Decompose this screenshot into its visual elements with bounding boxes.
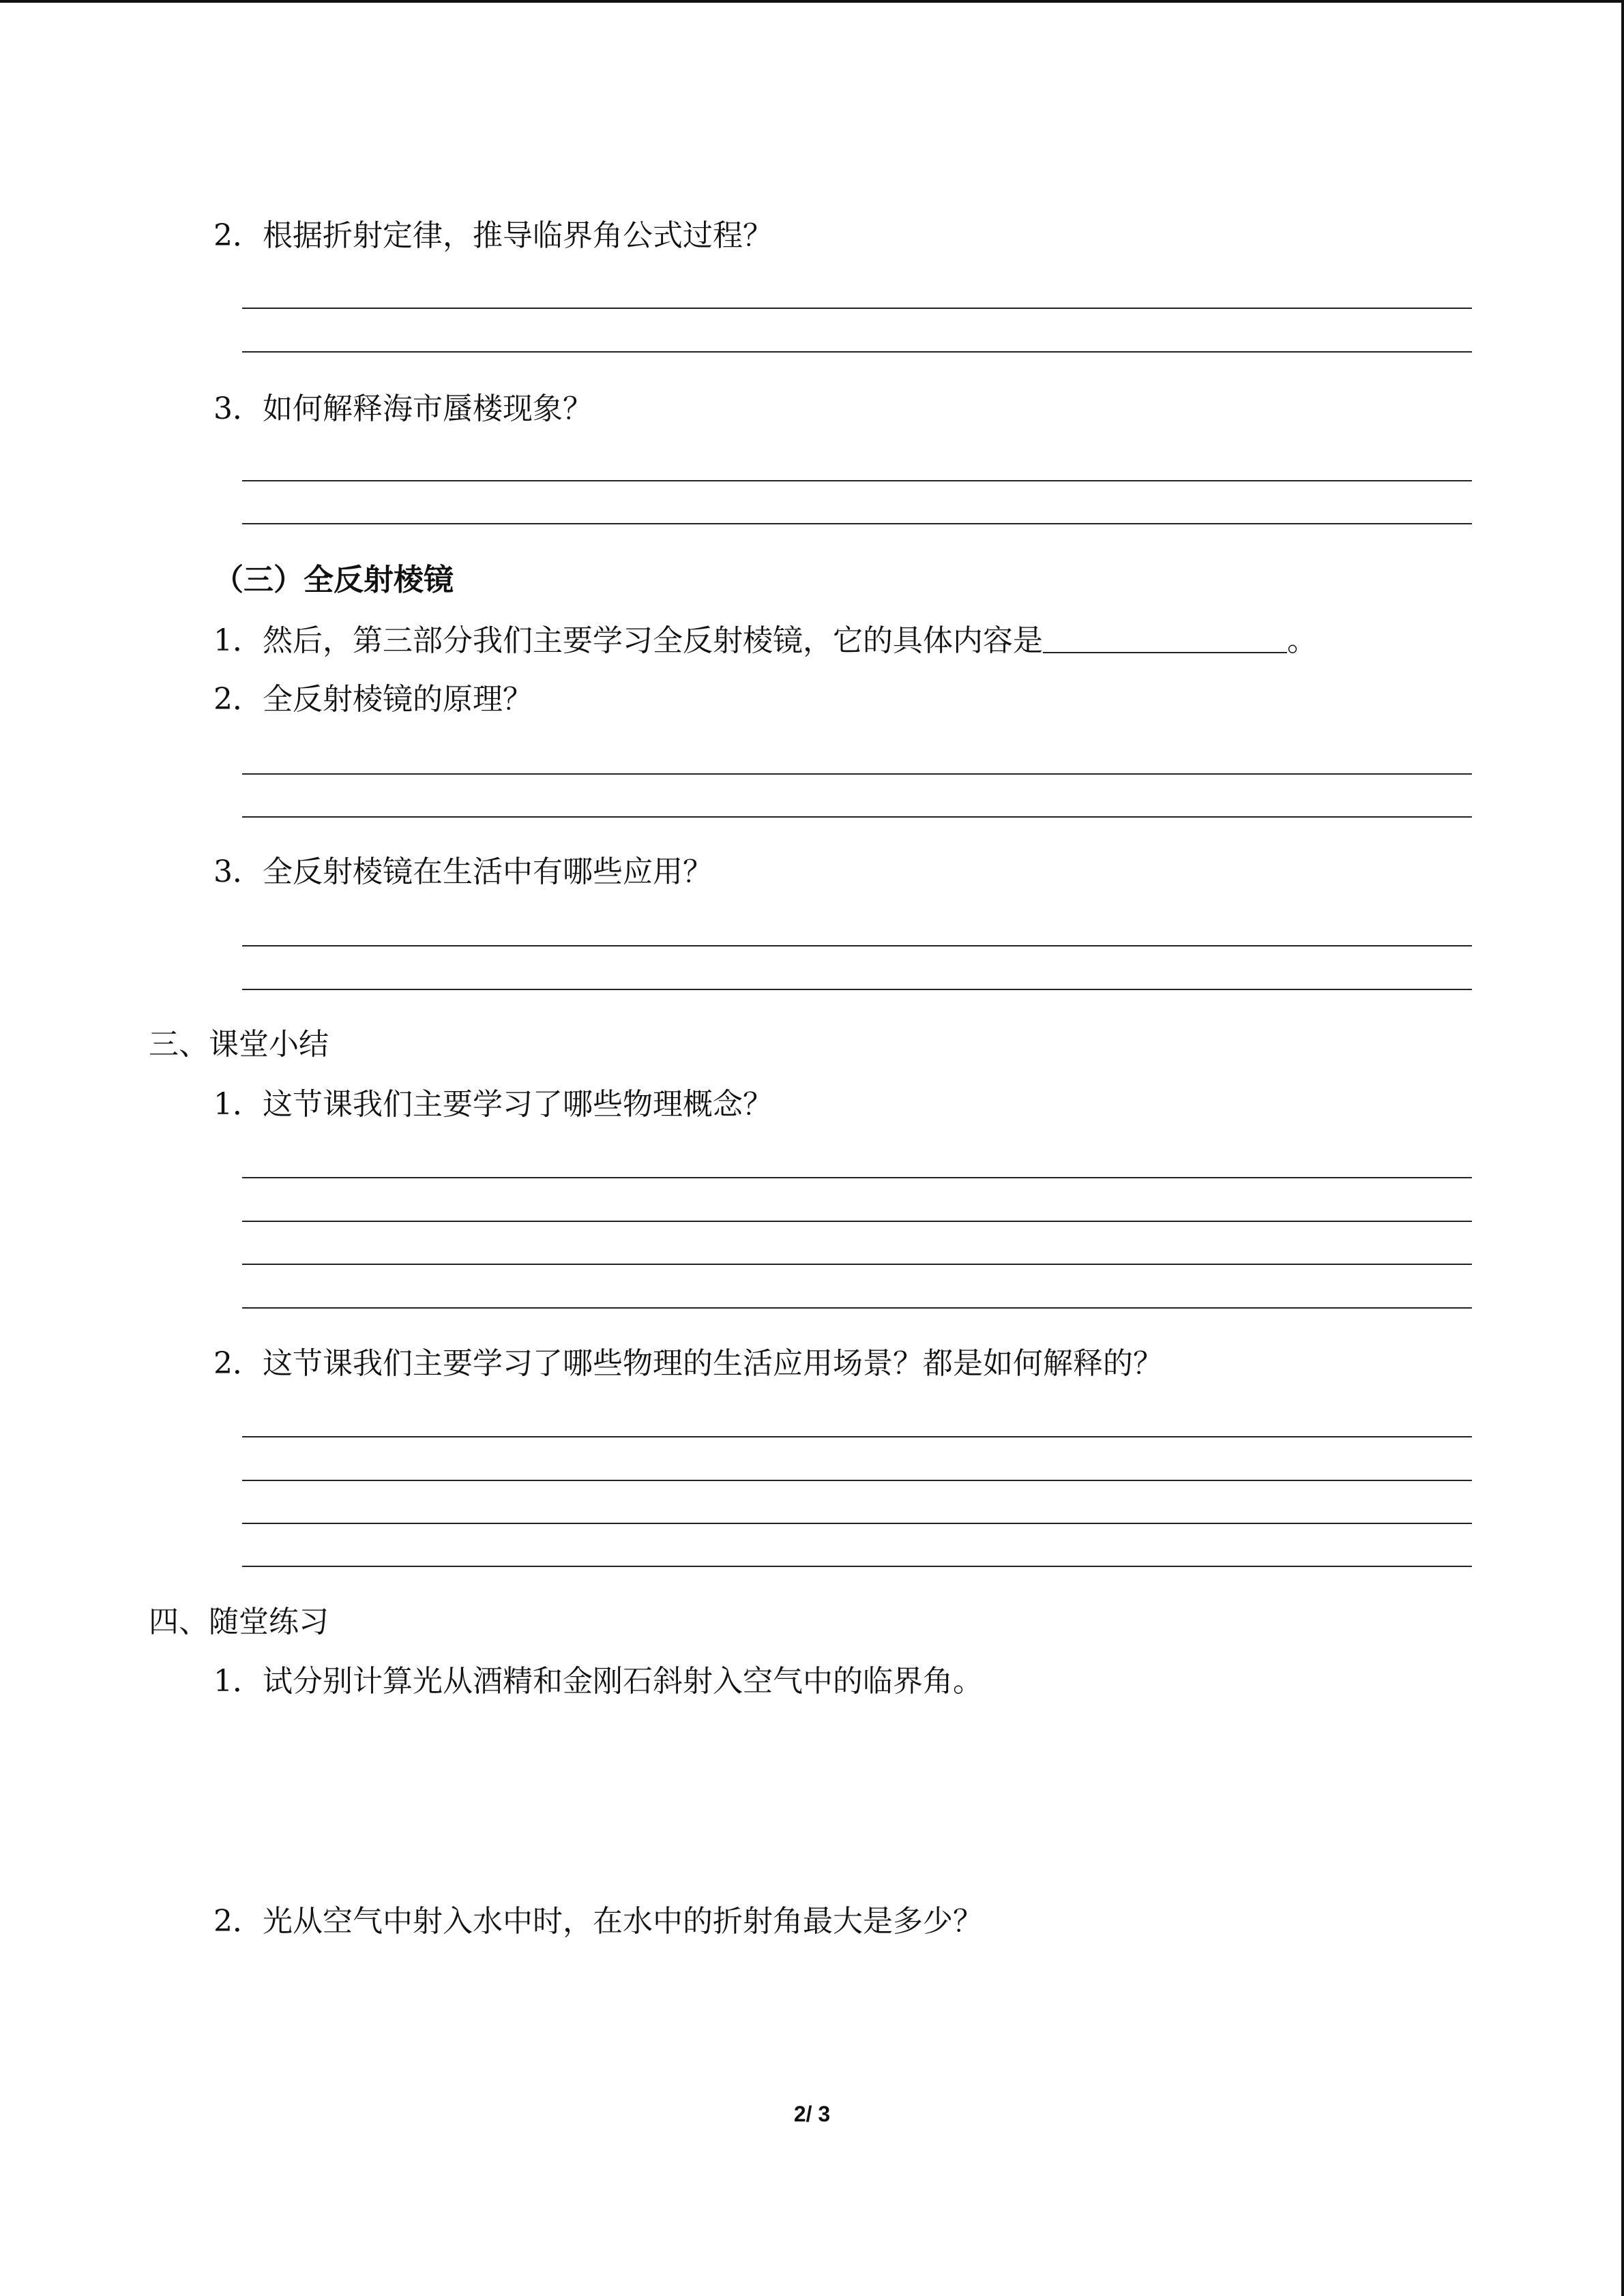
answer-line[interactable] [242,945,1472,946]
answer-line[interactable] [242,1566,1472,1567]
section-heading-prism: （三）全反射棱镜 [213,563,454,597]
exercise-1: 1．试分别计算光从酒精和金刚石斜射入空气中的临界角。 [213,1664,983,1699]
answer-line[interactable] [242,351,1472,353]
answer-line[interactable] [242,1436,1472,1437]
page-border-right [1621,0,1624,2296]
answer-line[interactable] [242,1177,1472,1178]
answer-line[interactable] [242,1221,1472,1222]
exercise-2: 2．光从空气中射入水中时，在水中的折射角最大是多少？ [213,1904,983,1939]
answer-line[interactable] [242,1523,1472,1524]
question-applications: 2．这节课我们主要学习了哪些物理的生活应用场景？都是如何解释的？ [213,1346,1163,1381]
answer-line[interactable] [242,1307,1472,1309]
question-text: 1．然后，第三部分我们主要学习全反射棱镜，它的具体内容是 [213,623,1043,658]
answer-line[interactable] [242,523,1472,524]
question-critical-angle-derivation: 2．根据折射定律，推导临界角公式过程？ [213,218,773,253]
fill-in-blank[interactable] [1043,625,1287,653]
question-mirage: 3．如何解释海市蜃楼现象？ [213,391,593,426]
page-number: 2/ 3 [793,2102,831,2126]
answer-line[interactable] [242,480,1472,481]
answer-line[interactable] [242,816,1472,818]
question-end-mark: 。 [1287,623,1317,658]
answer-line[interactable] [242,1480,1472,1481]
answer-line[interactable] [242,1264,1472,1265]
question-concepts: 1．这节课我们主要学习了哪些物理概念？ [213,1087,773,1122]
page-border-top [0,0,1624,3]
section-heading-practice: 四、随堂练习 [149,1605,329,1639]
answer-line[interactable] [242,989,1472,990]
question-prism-applications: 3．全反射棱镜在生活中有哪些应用？ [213,854,713,889]
answer-line[interactable] [242,308,1472,309]
section-heading-summary: 三、课堂小结 [149,1027,329,1062]
question-prism-content [213,622,1317,660]
question-prism-principle: 2．全反射棱镜的原理？ [213,682,533,717]
answer-line[interactable] [242,773,1472,775]
